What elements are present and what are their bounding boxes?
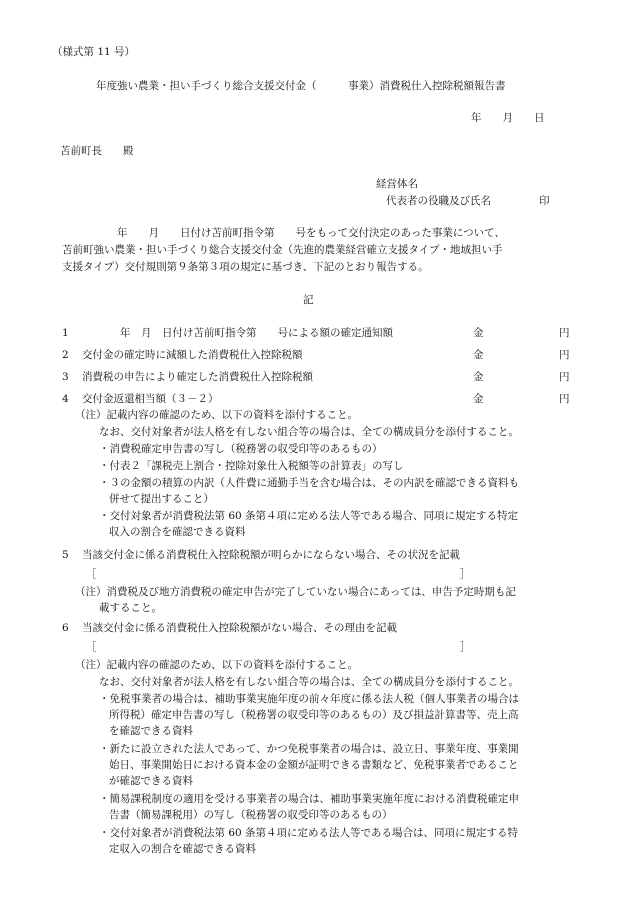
note-bullet: ・免税事業者の場合は、補助事業実施年度の前々年度に係る法人税（個人事業者の場合は [99, 693, 519, 705]
note-bullet: ・消費税確定申告書の写し（税務署の収受印等のあるもの） [99, 443, 383, 455]
form-number: （様式第 11 号） [52, 46, 136, 58]
note-bullet-cont: 始日、事業開始日における資本金の金額が証明できる書類など、免税事業者であること [109, 759, 519, 771]
note-bullet-cont: が確認できる資料 [109, 775, 193, 787]
note-bullet-cont: を確認できる資料 [109, 725, 193, 737]
bracket-close: ］ [460, 568, 471, 580]
item-number: 3 [62, 371, 69, 383]
item-label: 消費税の申告により確定した消費税仕入控除税額 [82, 371, 313, 383]
note-bullet: ・３の金額の積算の内訳（人件費に通勤手当を含む場合は、その内訳を確認できる資料も [99, 477, 519, 489]
note-sub: なお、交付対象者が法人格を有しない組合等の場合は、全ての構成員分を添付すること。 [99, 426, 519, 438]
intro-line-2: 苫前町強い農業・担い手づくり総合支援交付金（先進的農業経営確立支援タイプ・地域担い手 [62, 244, 503, 256]
note-bullet: ・交付対象者が消費税法第 60 条第４項に定める法人等である場合、同項に規定する特定 [99, 510, 519, 522]
item-number: 1 [62, 327, 69, 339]
date-line: 年 月 日 [471, 112, 545, 124]
note-bullet: ・交付対象者が消費税法第 60 条第４項に定める法人等である場合は、同項に規定する特 [99, 827, 519, 839]
note-bullet-cont: 収入の割合を確認できる資料 [109, 526, 246, 538]
kin-label: 金 [473, 371, 484, 383]
bracket-open: ［ [86, 568, 97, 580]
intro-line-1: 年 月 日付け苫前町指令第 号をもって交付決定のあった事業について、 [117, 227, 505, 239]
note-line-cont: 載すること。 [99, 602, 162, 614]
ki-heading: 記 [303, 294, 314, 306]
org-name-label: 経営体名 [376, 178, 418, 190]
note-bullet: ・新たに設立された法人であって、かつ免税事業者の場合は、設立日、事業年度、事業開 [99, 743, 519, 755]
intro-line-3: 支援タイプ）交付規則第９条第３項の規定に基づき、下記のとおり報告する。 [62, 261, 429, 273]
note-bullet: ・付表２「課税売上割合・控除対象仕入税額等の計算表」の写し [99, 460, 404, 472]
note-bullet-cont: 併せて提出すること） [109, 493, 214, 505]
note-head: （注）記載内容の確認のため、以下の資料を添付すること。 [75, 659, 359, 671]
item-number: 4 [62, 393, 69, 405]
en-label: 円 [559, 349, 570, 361]
item-number: 6 [62, 622, 69, 634]
bracket-close: ］ [460, 641, 471, 653]
kin-label: 金 [473, 349, 484, 361]
item-label: 交付金返還相当額（３－２） [82, 393, 219, 405]
note-bullet: ・簡易課税制度の適用を受ける事業者の場合は、補助事業実施年度における消費税確定申 [99, 793, 519, 805]
addressee: 苫前町長 殿 [60, 145, 134, 157]
item-number: 5 [62, 549, 69, 561]
note-sub: なお、交付対象者が法人格を有しない組合等の場合は、全ての構成員分を添付すること。 [99, 676, 519, 688]
document-title: 年度強い農業・担い手づくり総合支援交付金（ 事業）消費税仕入控除税額報告書 [96, 80, 506, 92]
en-label: 円 [559, 393, 570, 405]
item-label: 当該交付金に係る消費税仕入控除税額がない場合、その理由を記載 [82, 622, 397, 634]
note-head: （注）記載内容の確認のため、以下の資料を添付すること。 [75, 409, 359, 421]
en-label: 円 [559, 371, 570, 383]
en-label: 円 [559, 327, 570, 339]
note-bullet-cont: 告書（簡易課税用）の写し（税務署の収受印等のあるもの） [109, 809, 393, 821]
kin-label: 金 [473, 327, 484, 339]
bracket-open: ［ [86, 641, 97, 653]
kin-label: 金 [473, 393, 484, 405]
item-label: 当該交付金に係る消費税仕入控除税額が明らかにならない場合、その状況を記載 [82, 549, 460, 561]
representative-label: 代表者の役職及び氏名 [386, 195, 491, 207]
item-number: 2 [62, 349, 69, 361]
note-line: （注）消費税及び地方消費税の確定申告が完了していない場合にあっては、申告予定時期も記 [75, 586, 516, 598]
note-bullet-cont: 定収入の割合を確認できる資料 [109, 843, 256, 855]
seal-mark: 印 [539, 195, 550, 207]
item-label: 年 月 日付け苫前町指令第 号による額の確定通知額 [120, 327, 393, 339]
item-label: 交付金の確定時に減額した消費税仕入控除税額 [82, 349, 303, 361]
note-bullet-cont: 所得税）確定申告書の写し（税務署の収受印等のあるもの）及び損益計算書等、売上高 [109, 709, 519, 721]
